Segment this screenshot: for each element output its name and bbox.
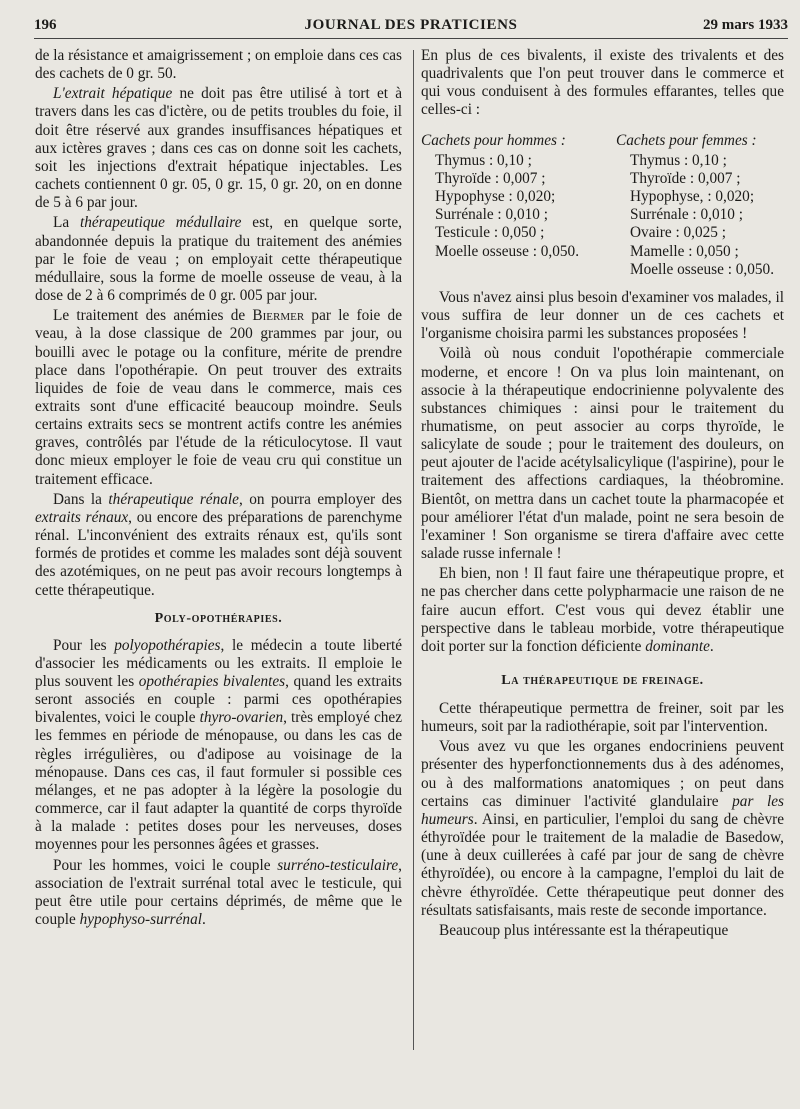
author-name: Biermer: [252, 307, 305, 325]
column-divider: [413, 50, 414, 1050]
list-item: Surrénale : 0,010 ;: [630, 206, 744, 224]
paragraph: En plus de ces bivalents, il existe des trivalents et des quadrivalents que l'on peut trouver dans le commerce et qui vous conduisent à des formules effarantes, telles que celles-ci :: [421, 47, 784, 119]
paragraph: Voilà où nous conduit l'opothérapie commerciale moderne, et encore ! On va plus loin maintenant, on associe à la thérapeutique endocrinienne polyvalente des substances chimiques : ainsi pour le traitement du rhumatisme, on peut associer au corps thyroïde, le salicylate de soude ; pour le traitement des douleurs, on peut ajouter de l'acide acétylsalicylique (l'aspirine), pour le traitement des affections cardiaques, la théobromine. Bientôt, on mettra dans un cachet toute la pharmacopée et pour améliorer l'état d'un malade, point ne sera besoin de l'examiner ! Son organisme se tirera d'affaire avec cette salade russe infernale !: [421, 345, 784, 563]
list-item: Thyroïde : 0,007 ;: [435, 169, 546, 187]
list-item: Moelle osseuse : 0,050.: [630, 260, 775, 278]
term-italic: L'extrait hépatique: [53, 85, 173, 103]
header-rule: [34, 38, 788, 39]
cachets-hommes: [421, 132, 607, 279]
paragraph: La thérapeutique médullaire est, en quelque sorte, abandonnée depuis la pratique du traitement des anémies par le foie de veau ; on employait cette thérapeutique médullaire, sous la forme de moelle osseuse de veau, à la dose de 2 à 6 comprimés de 0 gr. 005 par jour.: [35, 214, 402, 305]
cachets-femmes-list: [616, 152, 784, 279]
paragraph: Beaucoup plus intéressante est la thérapeutique: [439, 921, 729, 939]
list-item: Hypophyse, : 0,020;: [630, 188, 755, 206]
paragraph: Pour les polyopothérapies, le médecin a toute liberté d'associer les médicaments ou les extraits. Il emploie le plus souvent les opothérapies bivalentes, quand les extraits seront associés en couple : parmi ces opothérapies bivalentes, voici le couple thyro-ovarien, très employé chez les femmes en période de ménopause, ou dans les cas de règles irrégulières, ou d'adipose au voisinage de la ménopause. Dans ces cas, il faut formuler si possible ces mélanges, et ne pas adopter à la légère la posologie du commerce, car il faut adapter la quantité de corps thyroïde à la malade : petites doses pour les nerveuses, doses moyennes pour les personnes âgées et grasses.: [35, 636, 402, 854]
term-italic: thérapeutique rénale: [108, 490, 239, 508]
term-italic: dominante: [645, 637, 710, 655]
paragraph: de la résistance et amaigrissement ; on emploie dans ces cas des cachets de 0 gr. 50.: [35, 47, 402, 83]
list-item: Surrénale : 0,010 ;: [435, 206, 549, 224]
issue-date: 29 mars 1933: [703, 17, 788, 33]
term-italic: opothérapies bivalentes: [138, 673, 286, 690]
term-italic: polyopothérapies: [114, 636, 221, 654]
paragraph: Dans la thérapeutique rénale, on pourra employer des extraits rénaux, ou encore des préparations de parenchyme rénal. L'inconvénient des extraits rénaux est, qu'ils sont formés de protides et comme les malades sont déjà souvent des azotémiques, on ne peut pas avoir recours longtemps à cette thérapeutique.: [35, 490, 402, 599]
term-italic: hypophyso-surrénal: [79, 911, 202, 929]
term-italic: extraits rénaux: [35, 508, 129, 526]
section-heading: Poly-opothérapies.: [154, 610, 283, 626]
list-item: Thymus : 0,10 ;: [435, 151, 532, 169]
paragraph: Le traitement des anémies de Biermer par le foie de veau, à la dose classique de 200 grammes par jour, ou bouilli avec le potage ou la confiture, mérite de prendre place dans l'opothérapie. On peut trouver des extraits liquides de foie de veau dans le commerce, mais ces extraits sont d'une efficacité beaucoup moindre. Seuls certains extraits secs se montrent actifs contre les anémies graves, contrôlés par l'étude de la réticulocytose. Il vaut donc mieux employer le foie de veau cru qui constitue un traitement efficace.: [35, 307, 402, 488]
paragraph: Cette thérapeutique permettra de freiner, soit par les humeurs, soit par la radiothérapie, soit par l'intervention.: [421, 700, 784, 736]
section-heading: La thérapeutique de freinage.: [501, 673, 704, 688]
paragraph: Vous n'avez ainsi plus besoin d'examiner vos malades, il vous suffira de leur donner un de ces cachets et l'organisme choisira parmi les substances proposées !: [421, 288, 784, 343]
paragraph: Eh bien, non ! Il faut faire une thérapeutique propre, et ne pas chercher dans cette polypharmacie une raison de ne faire aucun effort. C'est vous qui devez établir une perspective dans le tableau morbide, votre thérapeutique doit porter sur la fonction déficiente dominante.: [421, 565, 784, 655]
list-item: Moelle osseuse : 0,050.: [435, 242, 580, 260]
paragraph: L'extrait hépatique ne doit pas être utilisé à tort et à travers dans les cas d'ictère, ou de petits troubles du foie, il doit être réservé aux grandes insuffisances hépatiques et aux ictères graves ; dans ces cas on donne soit les cachets, soit les injections d'extrait hépatique injectables. Les cachets contiennent 0 gr. 05, 0 gr. 15, 0 gr. 20, on en donne de 5 à 6 par jour.: [35, 85, 402, 212]
paragraph: Vous avez vu que les organes endocriniens peuvent présenter des hyperfonctionnements dus à des adénomes, ou à des malformations anatomiques ; on peut dans certains cas diminuer l'activité glandulaire par les humeurs. Ainsi, en particulier, l'emploi du sang de chèvre éthyroïdée pour le traitement de la maladie de Basedow, (une à deux cuillerées à café par jour de sang de chèvre éthyroïdée), ou encore à la campagne, l'emploi du lait de chèvre éthyroïdée. Cette thérapeutique peut donner des résultats satisfaisants, mais reste de seconde importance.: [421, 738, 784, 919]
list-item: Ovaire : 0,025 ;: [630, 224, 727, 242]
list-item: Thyroïde : 0,007 ;: [630, 169, 741, 187]
cachets-hommes-title: Cachets pour hommes :: [421, 131, 566, 149]
left-column: [35, 47, 402, 931]
journal-title: JOURNAL DES PRATICIENS: [304, 17, 518, 33]
cachets-femmes: [616, 132, 784, 279]
list-item: Thymus : 0,10 ;: [630, 151, 727, 169]
running-header: [34, 14, 788, 36]
list-item: Hypophyse : 0,020;: [435, 188, 556, 206]
cachets-hommes-list: [421, 152, 607, 261]
term-italic: par les humeurs: [421, 792, 784, 828]
right-column: [421, 47, 784, 942]
page-number: 196: [34, 17, 57, 33]
cachets-femmes-title: Cachets pour femmes :: [616, 131, 757, 149]
cachets-formulas: [421, 132, 784, 279]
paragraph: Pour les hommes, voici le couple surréno-testiculaire, association de l'extrait surrénal total avec le testicule, qui peut être utile pour certains déprimés, de même que le couple hypophyso-surrénal.: [35, 856, 402, 929]
term-italic: thyro-ovarien: [199, 709, 284, 727]
list-item: Testicule : 0,050 ;: [435, 224, 545, 242]
term-italic: thérapeutique médullaire: [79, 214, 242, 232]
list-item: Mamelle : 0,050 ;: [630, 242, 739, 260]
term-italic: surréno-testiculaire: [277, 856, 399, 874]
